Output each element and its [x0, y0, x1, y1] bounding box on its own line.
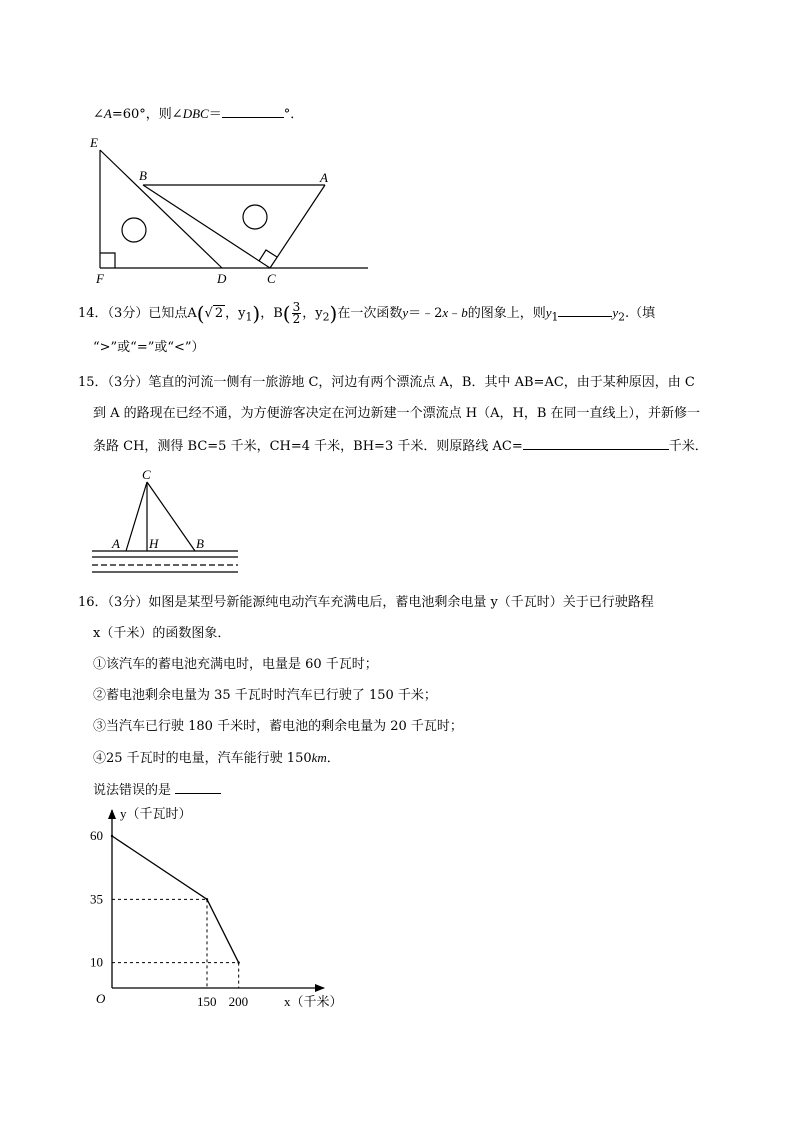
- q16-statement-3: ③当汽车已行驶 180 千米时，蓄电池的剩余电量为 20 千瓦时；: [93, 719, 463, 734]
- y-tick-label: 35: [90, 891, 103, 907]
- q16-statement-2: ②蓄电池剩余电量为 35 千瓦时时汽车已行驶了 150 千米；: [93, 688, 437, 703]
- angle-dbc-label: DBC: [182, 106, 209, 121]
- q16-statement-4: ④25 千瓦时的电量，汽车能行驶 150km．: [93, 750, 340, 766]
- x-tick-label: 150: [197, 994, 217, 1009]
- q16-line-2: x（千米）的函数图象．: [93, 626, 231, 641]
- q14-line-2: “>”或“=”或“<”）: [93, 340, 205, 355]
- q16-line-1: 16．（3分）如图是某型号新能源纯电动汽车充满电后，蓄电池剩余电量 y（千瓦时）关于已行驶路程: [78, 595, 654, 610]
- fraction-three-halves: $\frac{3}{2}$: [292, 300, 301, 326]
- y-tick-label: 60: [90, 828, 103, 843]
- x-axis-label: x（千米）: [284, 994, 343, 1009]
- y-tick-label: 10: [90, 954, 103, 970]
- label-h15: H: [149, 536, 159, 551]
- label-a: A: [320, 170, 328, 185]
- label-d: D: [217, 271, 227, 286]
- angle-a-label: A: [103, 106, 112, 121]
- y-axis-label: y（千瓦时）: [120, 806, 192, 821]
- sqrt-symbol: √: [204, 306, 213, 321]
- label-c: C: [267, 271, 276, 286]
- label-f: F: [96, 271, 104, 286]
- q13-answer-line: ∠A=60°，则∠DBC＝ °．: [93, 103, 303, 125]
- q16-statement-1: ①该汽车的蓄电池充满电时，电量是 60 千瓦时；: [93, 657, 378, 672]
- label-b: B: [139, 168, 147, 183]
- q15-line-1: 15．（3分）笔直的河流一侧有一旅游地 C，河边有两个漂流点 A，B．其中 AB=AC，由于某种原因，由 C: [78, 375, 695, 390]
- label-e: E: [90, 135, 98, 150]
- label-b15: B: [196, 536, 204, 551]
- q15-line-3: 条路 CH，测得 BC=5 千米，CH=4 千米，BH=3 千米．则原路线 AC= 千米．: [93, 435, 708, 457]
- q15-line-2: 到 A 的路现在已经不通，为方便游客决定在河边新建一个漂流点 H（A，H，B 在同一直线上），并新修一: [93, 406, 701, 421]
- data-point: [111, 835, 113, 837]
- q16-ask-line: 说法错误的是: [93, 779, 221, 801]
- q14-line-1: 14．（3分）已知点A(√ 2 ，$y_1$)，B( $\frac{3}{2}$ ，$y_2$)在一次函数y＝﹣2x﹣b的图象上，则$y_1$ $y_2$.（填: [78, 300, 656, 326]
- label-a15: A: [112, 536, 120, 551]
- label-c15: C: [142, 467, 151, 482]
- origin-label: O: [96, 991, 106, 1006]
- x-tick-label: 200: [228, 994, 249, 1009]
